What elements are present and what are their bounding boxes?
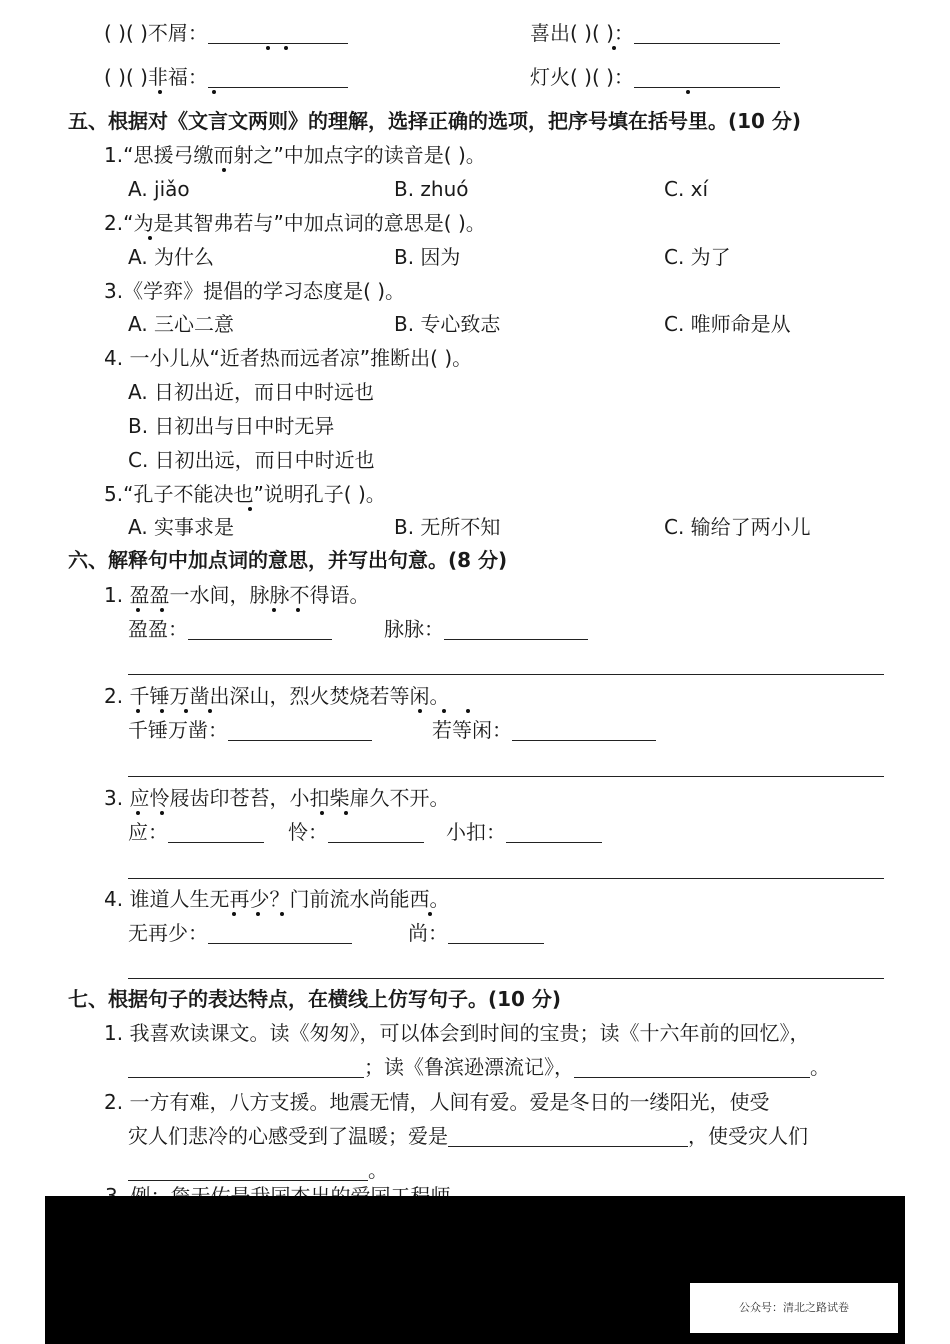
idiom-row-2-left: ( )( )非福： [104, 64, 348, 90]
s7-q2-line-1: 2. 一方有难，八方支援。地震无情，人间有爱。爱是冬日的一缕阳光，使受 [104, 1090, 770, 1114]
section-6-title: 六、解释句中加点词的意思，并写出句意。(8 分) [68, 548, 508, 572]
section-7-title: 七、根据句子的表达特点，在横线上仿写句子。(10 分) [68, 987, 562, 1011]
s6-q3-word-2: 怜： [288, 819, 424, 845]
s6-q4-word-1: 无再少： [128, 920, 352, 946]
emphasis-dot [160, 709, 164, 713]
s5-q5-option-c: C. 输给了两小儿 [664, 515, 811, 539]
emphasis-dot [222, 168, 226, 172]
s5-q3-option-b: B. 专心致志 [394, 312, 501, 336]
emphasis-dot [280, 912, 284, 916]
s7-q2-line-2: 灾人们悲冷的心感受到了温暖；爱是 ，使受灾人们 [128, 1124, 808, 1148]
s5-question-5: 5.“孔子不能决也”说明孔子( )。 [104, 482, 386, 506]
s5-q3-option-a: A. 三心二意 [128, 312, 235, 336]
emphasis-dot [284, 46, 288, 50]
sentence-answer-line[interactable] [128, 878, 884, 879]
s5-question-2: 2.“为是其智弗若与”中加点词的意思是( )。 [104, 211, 486, 235]
s6-question-4: 4. 谁道人生无再少？门前流水尚能西。 [104, 887, 450, 911]
idiom-row-2-right: 灯火( )( )： [530, 64, 780, 90]
s6-question-2: 2. 千锤万凿出深山，烈火焚烧若等闲。 [104, 684, 450, 708]
emphasis-dot [212, 90, 216, 94]
answer-blank[interactable] [168, 824, 264, 843]
emphasis-dot [248, 507, 252, 511]
s5-q4-option-c: C. 日初出远，而日中时近也 [128, 448, 375, 472]
s5-question-4: 4. 一小儿从“近者热而远者凉”推断出( )。 [104, 346, 473, 370]
emphasis-dot [160, 608, 164, 612]
answer-blank[interactable] [574, 1059, 810, 1078]
s5-q2-option-c: C. 为了 [664, 245, 731, 269]
answer-blank[interactable] [512, 722, 656, 741]
idiom-row-1-right: 喜出( )( )： [530, 20, 780, 46]
s7-q1-line-1: 1. 我喜欢读课文。读《匆匆》，可以体会到时间的宝贵；读《十六年前的回忆》， [104, 1021, 810, 1045]
emphasis-dot [208, 709, 212, 713]
emphasis-dot [418, 709, 422, 713]
s6-q2-word-1: 千锤万凿： [128, 717, 372, 743]
s6-q4-word-2: 尚： [408, 920, 544, 946]
emphasis-dot [148, 236, 152, 240]
answer-blank[interactable] [208, 925, 352, 944]
s6-q3-word-3: 小扣： [446, 819, 602, 845]
answer-blank[interactable] [634, 25, 780, 44]
s5-q3-option-c: C. 唯师命是从 [664, 312, 791, 336]
answer-blank[interactable] [444, 621, 588, 640]
emphasis-dot [136, 608, 140, 612]
s5-q1-option-b: B. zhuó [394, 177, 469, 201]
emphasis-dot [296, 608, 300, 612]
s5-q2-option-b: B. 因为 [394, 245, 461, 269]
s5-q5-option-b: B. 无所不知 [394, 515, 501, 539]
s5-q4-option-b: B. 日初出与日中时无异 [128, 414, 335, 438]
answer-blank[interactable] [188, 621, 332, 640]
emphasis-dot [272, 608, 276, 612]
s7-question-3-cut-off [105, 1186, 470, 1196]
emphasis-dot [612, 46, 616, 50]
s5-question-3: 3.《学弈》提倡的学习态度是( )。 [104, 279, 406, 303]
emphasis-dot [344, 811, 348, 815]
answer-blank[interactable] [208, 69, 348, 88]
answer-blank[interactable] [448, 1128, 688, 1147]
sentence-answer-line[interactable] [128, 978, 884, 979]
emphasis-dot [466, 709, 470, 713]
s5-q1-option-a: A. jiǎo [128, 177, 190, 201]
s6-q1-word-1: 盈盈： [128, 616, 332, 642]
s5-q1-option-c: C. xí [664, 177, 709, 201]
emphasis-dot [686, 90, 690, 94]
sentence-answer-line[interactable] [128, 674, 884, 675]
emphasis-dot [158, 90, 162, 94]
emphasis-dot [232, 912, 236, 916]
emphasis-dot [136, 811, 140, 815]
answer-blank[interactable] [228, 722, 372, 741]
emphasis-dot [428, 912, 432, 916]
watermark: 公众号：清北之路试卷 [690, 1283, 898, 1333]
s6-question-3: 3. 应怜屐齿印苍苔，小扣柴扉久不开。 [104, 786, 450, 810]
answer-blank[interactable] [128, 1059, 364, 1078]
answer-blank[interactable] [448, 925, 544, 944]
idiom-row-1-left: ( )( )不屑： [104, 20, 348, 46]
answer-blank[interactable] [208, 25, 348, 44]
answer-blank[interactable] [128, 1162, 368, 1181]
emphasis-dot [266, 46, 270, 50]
s6-q3-word-1: 应： [128, 819, 264, 845]
s5-q4-option-a: A. 日初出近，而日中时远也 [128, 380, 375, 404]
s5-q5-option-a: A. 实事求是 [128, 515, 235, 539]
answer-blank[interactable] [634, 69, 780, 88]
s7-q1-line-2: ；读《鲁滨逊漂流记》， 。 [128, 1054, 830, 1080]
answer-blank[interactable] [328, 824, 424, 843]
s7-q2-line-3: 。 [128, 1157, 388, 1183]
emphasis-dot [320, 811, 324, 815]
s5-question-1: 1.“思援弓缴而射之”中加点字的读音是( )。 [104, 143, 486, 167]
s6-q2-word-2: 若等闲： [432, 717, 656, 743]
s6-question-1: 1. 盈盈一水间，脉脉不得语。 [104, 583, 370, 607]
sentence-answer-line[interactable] [128, 776, 884, 777]
emphasis-dot [442, 709, 446, 713]
emphasis-dot [184, 709, 188, 713]
answer-blank[interactable] [506, 824, 602, 843]
emphasis-dot [160, 811, 164, 815]
s5-q2-option-a: A. 为什么 [128, 245, 215, 269]
emphasis-dot [256, 912, 260, 916]
s6-q1-word-2: 脉脉： [384, 616, 588, 642]
emphasis-dot [136, 709, 140, 713]
section-5-title: 五、根据对《文言文两则》的理解，选择正确的选项，把序号填在括号里。(10 分) [68, 109, 802, 133]
